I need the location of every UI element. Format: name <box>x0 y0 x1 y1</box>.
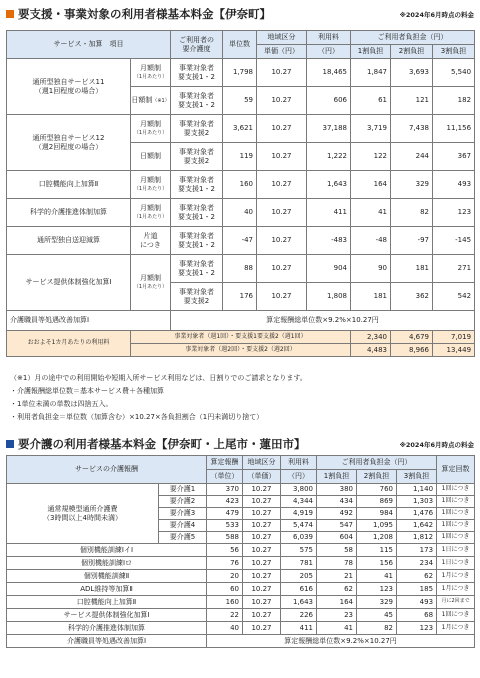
burden-3: 68 <box>397 609 437 622</box>
burden-2: 82 <box>391 199 433 227</box>
note-line: （※1）月の途中での利用開始や短期入所サービス利用などは、日割りでのご請求となります。 <box>10 374 307 382</box>
fee: 4,919 <box>281 508 317 520</box>
count: 1回につき <box>437 609 475 622</box>
unit-price: 10.27 <box>243 496 281 508</box>
fee: 411 <box>281 622 317 635</box>
unit-price: 10.27 <box>257 171 307 199</box>
care-level: 要介護3 <box>159 508 207 520</box>
burden-1: 604 <box>317 532 357 544</box>
care-level: 事業対象者 要支援1・2 <box>171 171 223 199</box>
monthly-label: おおよそ1カ月あたりの利用料 <box>7 331 131 357</box>
improvement-row <box>7 635 475 648</box>
period: 月額制 （1月あたり） <box>131 115 171 143</box>
count: 1回につき <box>437 532 475 544</box>
burden-3: 271 <box>433 255 475 283</box>
burden-1: 3,719 <box>351 115 391 143</box>
improvement-name: 介護職員等処遇改善加算Ⅰ <box>7 635 207 648</box>
burden-2: -97 <box>391 227 433 255</box>
hdr-fee-yen: （円） <box>281 470 317 484</box>
table-row <box>7 544 475 557</box>
hdr-region: 地域区分 <box>257 31 307 45</box>
hdr-region-unit: （単価） <box>243 470 281 484</box>
burden-2: 7,438 <box>391 115 433 143</box>
burden-1: 21 <box>317 570 357 583</box>
burden-3: 1,140 <box>397 484 437 496</box>
monthly-desc: 事業対象者（週1回）・要支援1要支援2（週1回） <box>131 331 351 344</box>
hdr-b1: 1割負担 <box>317 470 357 484</box>
unit-price: 10.27 <box>257 115 307 143</box>
addon-name: 個別機能訓練Ⅰロ <box>7 557 207 570</box>
hdr-fee: 利用料 <box>307 31 351 45</box>
units: 20 <box>207 570 243 583</box>
burden-2: 329 <box>391 171 433 199</box>
service-name: 口腔機能向上加算Ⅱ <box>7 171 131 199</box>
orange-square-icon <box>6 10 14 18</box>
count: 1日につき <box>437 557 475 570</box>
units: 160 <box>207 596 243 609</box>
burden-1: 62 <box>317 583 357 596</box>
blue-square-icon <box>6 440 14 448</box>
care-level: 事業対象者 要支援2 <box>171 283 223 311</box>
section2-as-of: ※2024年6月時点の料金 <box>399 441 474 449</box>
units: 22 <box>207 609 243 622</box>
hdr-unit-price: 単価（円） <box>257 45 307 59</box>
note-line: ・1単位未満の単数は四捨五入。 <box>10 400 113 408</box>
care-level: 要介護2 <box>159 496 207 508</box>
burden-1: 434 <box>317 496 357 508</box>
burden-1: 41 <box>317 622 357 635</box>
burden-2: 244 <box>391 143 433 171</box>
note-line: ・介護報酬総単位数＝基本サービス費＋各種加算 <box>10 387 164 395</box>
fee: 3,800 <box>281 484 317 496</box>
hdr-burden: ご利用者負担金（円） <box>351 31 475 45</box>
burden-3: 1,812 <box>397 532 437 544</box>
service-name: サービス提供体制強化加算Ⅰ <box>7 255 131 311</box>
care-level: 要介護5 <box>159 532 207 544</box>
burden-1: 547 <box>317 520 357 532</box>
period: 日額制（※1） <box>131 87 171 115</box>
burden-3: 1,642 <box>397 520 437 532</box>
burden-1: 492 <box>317 508 357 520</box>
fee: 4,344 <box>281 496 317 508</box>
table-row <box>7 609 475 622</box>
burden-2: 181 <box>391 255 433 283</box>
hdr-b2: 2割負担 <box>391 45 433 59</box>
units: 56 <box>207 544 243 557</box>
hdr-fee-yen: （円） <box>307 45 351 59</box>
service-name: 科学的介護推進体制加算 <box>7 199 131 227</box>
count: 1日につき <box>437 544 475 557</box>
monthly-b2: 4,679 <box>391 331 433 344</box>
addon-name: ADL維持等加算Ⅱ <box>7 583 207 596</box>
units: 423 <box>207 496 243 508</box>
table-row <box>7 484 475 496</box>
period: 月額制 （1月あたり） <box>131 199 171 227</box>
monthly-b3: 13,449 <box>433 344 475 357</box>
unit-price: 10.27 <box>243 520 281 532</box>
unit-price: 10.27 <box>243 570 281 583</box>
hdr-region: 地域区分 <box>243 456 281 470</box>
service-name: 通所型独自サービス12 （週2回程度の場合） <box>7 115 131 171</box>
units: 76 <box>207 557 243 570</box>
burden-2: 121 <box>391 87 433 115</box>
burden-2: 156 <box>357 557 397 570</box>
units: 1,798 <box>223 59 257 87</box>
period: 日額制 <box>131 143 171 171</box>
fee: 1,643 <box>281 596 317 609</box>
improvement-row <box>7 311 475 331</box>
burden-2: 45 <box>357 609 397 622</box>
care-level: 事業対象者 要支援1・2 <box>171 255 223 283</box>
table-row <box>7 171 475 199</box>
units: 533 <box>207 520 243 532</box>
unit-price: 10.27 <box>243 622 281 635</box>
care-level: 事業対象者 要支援1・2 <box>171 199 223 227</box>
burden-1: 61 <box>351 87 391 115</box>
fee: 616 <box>281 583 317 596</box>
hdr-service: サービスの介護報酬 <box>7 456 207 484</box>
hdr-burden: ご利用者負担金（円） <box>317 456 437 470</box>
burden-3: 234 <box>397 557 437 570</box>
hdr-service: サービス・加算 項目 <box>7 31 171 59</box>
hdr-remuneration: 算定報酬 <box>207 456 243 470</box>
burden-3: 62 <box>397 570 437 583</box>
period: 月額制 （1月あたり） <box>131 171 171 199</box>
hdr-remuneration-unit: （単位） <box>207 470 243 484</box>
service-name: 通所型独自サービス11 （週1回程度の場合） <box>7 59 131 115</box>
fee: 781 <box>281 557 317 570</box>
burden-2: 362 <box>391 283 433 311</box>
monthly-desc: 事業対象者（週2回）・要支援2（週2回） <box>131 344 351 357</box>
burden-2: 3,693 <box>391 59 433 87</box>
fee: -483 <box>307 227 351 255</box>
period: 月額制 （1月あたり） <box>131 59 171 87</box>
fee: 411 <box>307 199 351 227</box>
units: 160 <box>223 171 257 199</box>
unit-price: 10.27 <box>243 484 281 496</box>
table-row <box>7 59 475 87</box>
units: 3,621 <box>223 115 257 143</box>
burden-3: 123 <box>397 622 437 635</box>
fee: 904 <box>307 255 351 283</box>
burden-1: 23 <box>317 609 357 622</box>
units: -47 <box>223 227 257 255</box>
table-row <box>7 622 475 635</box>
burden-3: -145 <box>433 227 475 255</box>
note-line: ・利用者負担金＝単位数（加算含む）×10.27×各負担割合（1円未満切り捨て） <box>10 413 264 421</box>
unit-price: 10.27 <box>243 609 281 622</box>
unit-price: 10.27 <box>257 59 307 87</box>
table-row <box>7 583 475 596</box>
count: 月に2回まで <box>437 596 475 609</box>
burden-1: 58 <box>317 544 357 557</box>
burden-1: 164 <box>317 596 357 609</box>
burden-2: 1,208 <box>357 532 397 544</box>
monthly-row <box>7 331 475 344</box>
fee: 37,188 <box>307 115 351 143</box>
unit-price: 10.27 <box>243 583 281 596</box>
unit-price: 10.27 <box>257 227 307 255</box>
units: 88 <box>223 255 257 283</box>
count: 1月につき <box>437 622 475 635</box>
section1-notes <box>10 372 307 424</box>
section2-title <box>6 436 306 452</box>
burden-1: 181 <box>351 283 391 311</box>
monthly-b2: 8,966 <box>391 344 433 357</box>
care-level: 要介護4 <box>159 520 207 532</box>
table-row <box>7 199 475 227</box>
service-name: 通所型独自送迎減算 <box>7 227 131 255</box>
burden-2: 1,095 <box>357 520 397 532</box>
units: 40 <box>207 622 243 635</box>
unit-price: 10.27 <box>243 557 281 570</box>
basic-service-name: 通常規模型通所介護費 （3時間以上4時間未満） <box>7 484 159 544</box>
units: 59 <box>223 87 257 115</box>
burden-1: 78 <box>317 557 357 570</box>
fee: 226 <box>281 609 317 622</box>
burden-3: 1,476 <box>397 508 437 520</box>
section1-title-text: 要支援・事業対象の利用者様基本料金【伊奈町】 <box>18 7 271 21</box>
unit-price: 10.27 <box>257 199 307 227</box>
burden-1: 41 <box>351 199 391 227</box>
count: 1回につき <box>437 520 475 532</box>
burden-3: 185 <box>397 583 437 596</box>
hdr-units: 単位数 <box>223 31 257 59</box>
burden-1: -48 <box>351 227 391 255</box>
improvement-value: 算定報酬総単位数×9.2%×10.27円 <box>207 635 475 648</box>
units: 176 <box>223 283 257 311</box>
fee: 5,474 <box>281 520 317 532</box>
count: 1回につき <box>437 496 475 508</box>
count: 1回につき <box>437 508 475 520</box>
unit-price: 10.27 <box>257 143 307 171</box>
care-level: 事業対象者 要支援2 <box>171 143 223 171</box>
period: 月額制 （1月あたり） <box>131 255 171 311</box>
care-level: 事業対象者 要支援1・2 <box>171 227 223 255</box>
unit-price: 10.27 <box>243 544 281 557</box>
period: 片道 につき <box>131 227 171 255</box>
units: 119 <box>223 143 257 171</box>
burden-2: 41 <box>357 570 397 583</box>
hdr-count: 算定回数 <box>437 456 475 484</box>
hdr-fee: 利用料 <box>281 456 317 470</box>
section1-table <box>6 30 475 357</box>
addon-name: 個別機能訓練ⅠイI <box>7 544 207 557</box>
burden-2: 115 <box>357 544 397 557</box>
fee: 1,222 <box>307 143 351 171</box>
unit-price: 10.27 <box>257 87 307 115</box>
section2-title-text: 要介護の利用者様基本料金【伊奈町・上尾市・蓮田市】 <box>18 437 306 451</box>
units: 479 <box>207 508 243 520</box>
burden-1: 164 <box>351 171 391 199</box>
count: 1月につき <box>437 570 475 583</box>
care-level: 事業対象者 要支援1・2 <box>171 87 223 115</box>
count: 1回につき <box>437 484 475 496</box>
burden-2: 123 <box>357 583 397 596</box>
unit-price: 10.27 <box>243 596 281 609</box>
burden-3: 367 <box>433 143 475 171</box>
burden-3: 542 <box>433 283 475 311</box>
burden-2: 869 <box>357 496 397 508</box>
burden-2: 82 <box>357 622 397 635</box>
burden-2: 329 <box>357 596 397 609</box>
burden-3: 123 <box>433 199 475 227</box>
count: 1月につき <box>437 583 475 596</box>
table-row <box>7 255 475 283</box>
hdr-b1: 1割負担 <box>351 45 391 59</box>
unit-price: 10.27 <box>243 532 281 544</box>
monthly-b1: 4,483 <box>351 344 391 357</box>
addon-name: サービス提供体制強化加算Ⅰ <box>7 609 207 622</box>
burden-1: 90 <box>351 255 391 283</box>
section1-title <box>6 6 271 22</box>
unit-price: 10.27 <box>257 255 307 283</box>
addon-name: 個別機能訓練Ⅱ <box>7 570 207 583</box>
units: 370 <box>207 484 243 496</box>
table-row <box>7 227 475 255</box>
burden-3: 493 <box>397 596 437 609</box>
fee: 606 <box>307 87 351 115</box>
burden-3: 493 <box>433 171 475 199</box>
units: 60 <box>207 583 243 596</box>
hdr-b3: 3割負担 <box>397 470 437 484</box>
addon-name: 科学的介護推進体制加算 <box>7 622 207 635</box>
fee: 575 <box>281 544 317 557</box>
section1-as-of: ※2024年6月時点の料金 <box>399 11 474 19</box>
table-row <box>7 115 475 143</box>
fee: 18,465 <box>307 59 351 87</box>
fee: 205 <box>281 570 317 583</box>
burden-3: 173 <box>397 544 437 557</box>
burden-3: 11,156 <box>433 115 475 143</box>
fee: 1,643 <box>307 171 351 199</box>
table-row <box>7 570 475 583</box>
care-level: 事業対象者 要支援1・2 <box>171 59 223 87</box>
table-row <box>7 557 475 570</box>
hdr-level: ご利用者の 要介護度 <box>171 31 223 59</box>
monthly-b1: 2,340 <box>351 331 391 344</box>
care-level: 事業対象者 要支援2 <box>171 115 223 143</box>
improvement-value: 算定報酬総単位数×9.2%×10.27円 <box>171 311 475 331</box>
burden-3: 182 <box>433 87 475 115</box>
addon-name: 口腔機能向上加算Ⅱ <box>7 596 207 609</box>
burden-3: 1,303 <box>397 496 437 508</box>
fee: 1,808 <box>307 283 351 311</box>
fee: 6,039 <box>281 532 317 544</box>
unit-price: 10.27 <box>257 283 307 311</box>
burden-1: 380 <box>317 484 357 496</box>
table-row <box>7 596 475 609</box>
hdr-b3: 3割負担 <box>433 45 475 59</box>
care-level: 要介護1 <box>159 484 207 496</box>
burden-1: 1,847 <box>351 59 391 87</box>
unit-price: 10.27 <box>243 508 281 520</box>
monthly-b3: 7,019 <box>433 331 475 344</box>
improvement-name: 介護職員等処遇改善加算Ⅰ <box>7 311 171 331</box>
burden-2: 760 <box>357 484 397 496</box>
hdr-b2: 2割負担 <box>357 470 397 484</box>
units: 40 <box>223 199 257 227</box>
burden-2: 984 <box>357 508 397 520</box>
section2-table <box>6 455 475 648</box>
burden-1: 122 <box>351 143 391 171</box>
burden-3: 5,540 <box>433 59 475 87</box>
units: 588 <box>207 532 243 544</box>
